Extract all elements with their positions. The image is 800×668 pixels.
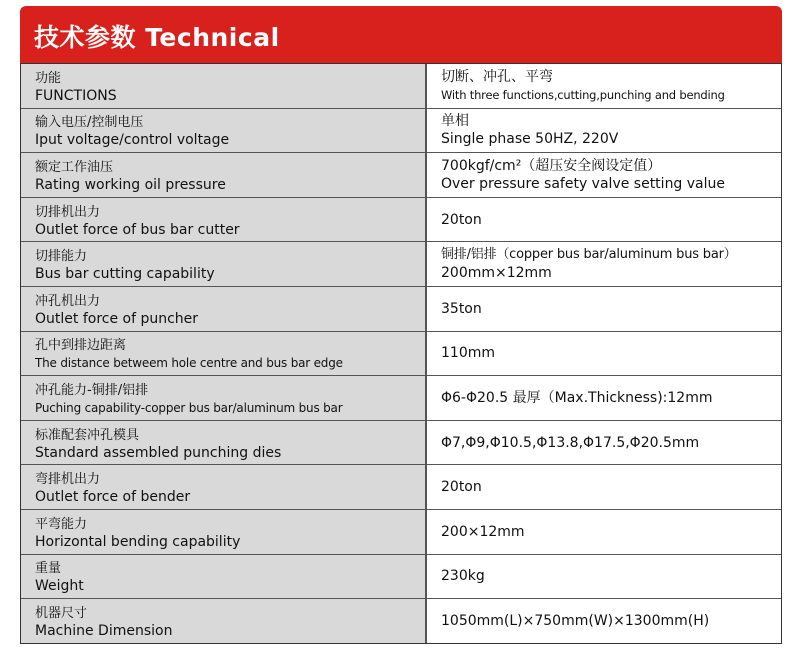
param-value-cell xyxy=(427,198,781,242)
table-row xyxy=(21,63,781,108)
param-value: 35ton xyxy=(441,300,482,317)
param-name-en: Bus bar cutting capability xyxy=(35,266,215,283)
param-value: With three functions,cutting,punching and bending xyxy=(441,87,725,102)
param-value: 20ton xyxy=(441,479,482,496)
param-value: 700kgf/cm²（超压安全阀设定值） xyxy=(441,157,662,174)
param-label-cell xyxy=(21,64,427,108)
param-value: 200×12mm xyxy=(441,523,525,540)
param-value-cell xyxy=(427,64,781,108)
header-bar xyxy=(20,6,782,63)
param-name-en: Machine Dimension xyxy=(35,622,173,639)
param-value: 1050mm(L)×750mm(W)×1300mm(H) xyxy=(441,612,710,629)
param-value: Over pressure safety valve setting value xyxy=(441,175,726,192)
param-name-zh: 孔中到排边距离 xyxy=(35,338,127,354)
param-value-cell xyxy=(427,555,781,599)
param-value: Φ7,Φ9,Φ10.5,Φ13.8,Φ17.5,Φ20.5mm xyxy=(441,434,700,451)
param-value-cell xyxy=(427,510,781,554)
table-row xyxy=(21,598,781,643)
param-value-cell xyxy=(427,376,781,420)
table-row xyxy=(21,420,781,465)
param-label-cell xyxy=(21,510,427,554)
param-name-en: FUNCTIONS xyxy=(35,87,117,104)
table-row xyxy=(21,152,781,197)
param-name-en: Puching capability-copper bus bar/aluminum bus bar xyxy=(35,400,343,415)
param-name-zh: 弯排机出力 xyxy=(35,472,101,488)
param-value: 230kg xyxy=(441,568,485,585)
param-name-en: Outlet force of bus bar cutter xyxy=(35,221,240,238)
param-name-en: Standard assembled punching dies xyxy=(35,444,282,461)
param-value: 铜排/铝排（copper bus bar/aluminum bus bar） xyxy=(441,247,737,263)
param-value-cell xyxy=(427,109,781,153)
table-row xyxy=(21,554,781,599)
table-row xyxy=(21,375,781,420)
param-value-cell xyxy=(427,421,781,465)
table-row xyxy=(21,464,781,509)
param-label-cell xyxy=(21,555,427,599)
param-name-en: Rating working oil pressure xyxy=(35,176,226,193)
param-label-cell xyxy=(21,109,427,153)
table-row xyxy=(21,286,781,331)
spec-sheet xyxy=(20,6,782,662)
param-label-cell xyxy=(21,376,427,420)
param-name-zh: 切排能力 xyxy=(35,249,88,265)
param-name-en: Weight xyxy=(35,578,84,595)
param-name-zh: 额定工作油压 xyxy=(35,159,114,175)
param-name-zh: 机器尺寸 xyxy=(35,605,88,621)
param-label-cell xyxy=(21,153,427,197)
param-name-zh: 冲孔能力-铜排/铝排 xyxy=(35,382,149,398)
param-value: 20ton xyxy=(441,211,482,228)
table-row xyxy=(21,331,781,376)
spec-table xyxy=(20,63,782,644)
table-row xyxy=(21,197,781,242)
table-row xyxy=(21,509,781,554)
param-value-cell xyxy=(427,242,781,286)
param-name-en: Iput voltage/control voltage xyxy=(35,132,230,149)
param-value: 单相 xyxy=(441,113,469,130)
param-value-cell xyxy=(427,599,781,643)
param-name-en: Outlet force of puncher xyxy=(35,310,199,327)
param-label-cell xyxy=(21,242,427,286)
param-name-en: Horizontal bending capability xyxy=(35,533,241,550)
param-value-cell xyxy=(427,153,781,197)
param-name-zh: 平弯能力 xyxy=(35,516,88,532)
param-name-zh: 切排机出力 xyxy=(35,204,101,220)
param-label-cell xyxy=(21,599,427,643)
param-value: 110mm xyxy=(441,345,495,362)
page-title: 技术参数 Technical xyxy=(34,23,280,52)
param-name-zh: 功能 xyxy=(35,70,62,86)
param-label-cell xyxy=(21,421,427,465)
param-name-en: The distance betweem hole centre and bus bar edge xyxy=(35,356,343,371)
param-value: 200mm×12mm xyxy=(441,265,552,282)
table-row xyxy=(21,241,781,286)
param-name-zh: 输入电压/控制电压 xyxy=(35,115,144,131)
param-value: Φ6-Φ20.5 最厚（Max.Thickness):12mm xyxy=(441,389,713,406)
param-label-cell xyxy=(21,198,427,242)
param-name-zh: 重量 xyxy=(35,561,62,577)
param-value-cell xyxy=(427,287,781,331)
param-name-zh: 冲孔机出力 xyxy=(35,293,101,309)
param-label-cell xyxy=(21,332,427,376)
param-label-cell xyxy=(21,465,427,509)
table-row xyxy=(21,108,781,153)
param-value: Single phase 50HZ, 220V xyxy=(441,131,619,148)
param-name-en: Outlet force of bender xyxy=(35,489,191,506)
param-value-cell xyxy=(427,332,781,376)
param-label-cell xyxy=(21,287,427,331)
param-name-zh: 标准配套冲孔模具 xyxy=(35,427,140,443)
param-value-cell xyxy=(427,465,781,509)
param-value: 切断、冲孔、平弯 xyxy=(441,68,553,85)
